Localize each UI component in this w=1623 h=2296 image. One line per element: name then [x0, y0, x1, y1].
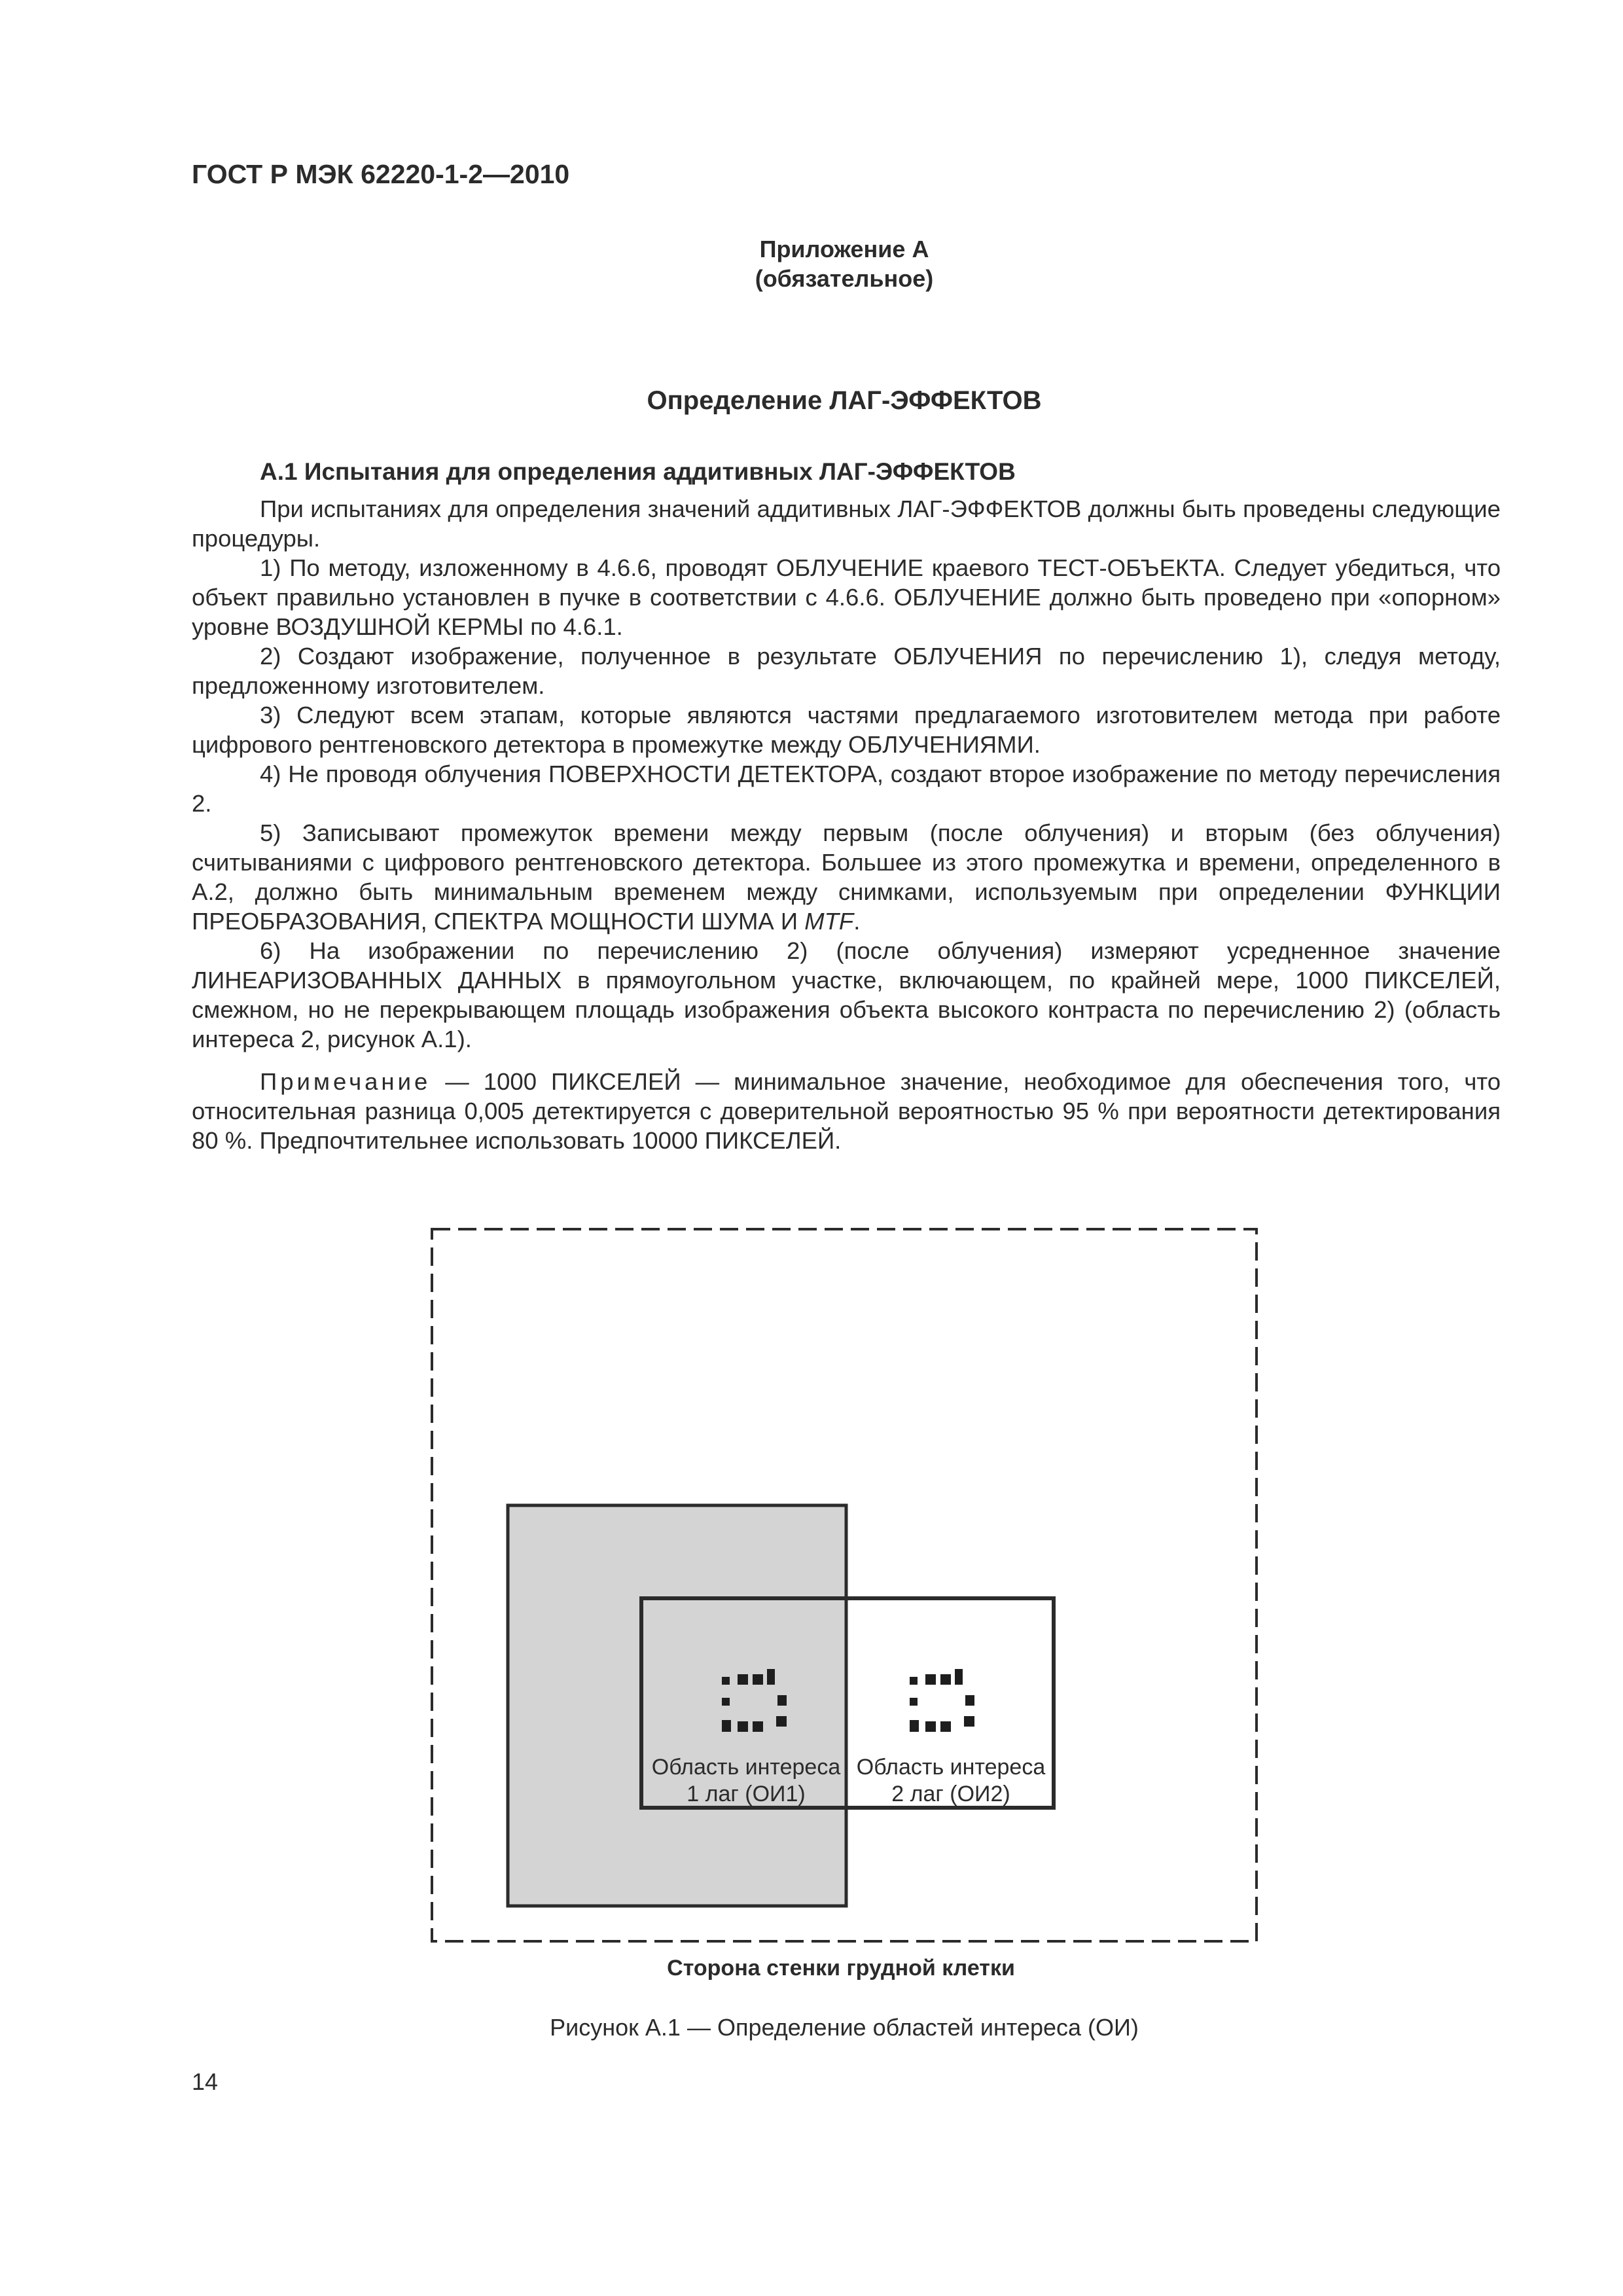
body-text: [192, 494, 1501, 1155]
appendix-title: Приложение А: [759, 236, 929, 262]
step-5-text: 5) Записывают промежуток времени между первым (после облучения) и вторым (без облучения) считываниями с цифрового рентгеновского детектора. Большее из этого промежутка и времени, определенного в А.2, должно быть минимальным временем между снимками, используемым при определении ФУНКЦИИ ПРЕОБРАЗОВАНИЯ, СПЕКТРА МОЩНОСТИ ШУМА И: [192, 819, 1501, 935]
step-6-paragraph: 6) На изображении по перечислению 2) (после облучения) измеряют усредненное значение ЛИНЕАРИЗОВАННЫХ ДАННЫХ в прямоугольном участке, включающем, по крайней мере, 1000 ПИКСЕЛЕЙ, смежном, но не перекрывающем площадь изображения объекта высокого контраста по перечислению 2) (область интереса 2, рисунок А.1).: [192, 937, 1501, 1052]
mtf-term: MTF: [804, 908, 854, 935]
roi-figure: [0, 1217, 1623, 2068]
figure-caption: Рисунок А.1 — Определение областей интереса (ОИ): [550, 2014, 1139, 2041]
page-number: 14: [192, 2068, 219, 2095]
step-4-paragraph: 4) Не проводя облучения ПОВЕРХНОСТИ ДЕТЕКТОРА, создают второе изображение по методу перечисления 2.: [192, 761, 1501, 817]
note-label: Примечание: [260, 1068, 431, 1095]
section-heading: А.1 Испытания для определения аддитивных ЛАГ-ЭФФЕКТОВ: [260, 458, 1016, 485]
intro-paragraph: При испытаниях для определения значений аддитивных ЛАГ-ЭФФЕКТОВ должны быть проведены следующие процедуры.: [192, 495, 1501, 552]
step-3-paragraph: 3) Следуют всем этапам, которые являются частями предлагаемого изготовителем метода при работе цифрового рентгеновского детектора в промежутке между ОБЛУЧЕНИЯМИ.: [192, 702, 1501, 758]
note-paragraph: [192, 1067, 1501, 1155]
roi2-label-line2: 2 лаг (ОИ2): [891, 1782, 1010, 1806]
roi1-label-line2: 1 лаг (ОИ1): [687, 1782, 806, 1806]
step-1-paragraph: 1) По методу, изложенному в 4.6.6, проводят ОБЛУЧЕНИЕ краевого ТЕСТ-ОБЪЕКТА. Следует убедиться, что объект правильно установлен в пучке в соответствии с 4.6.6. ОБЛУЧЕНИЕ должно быть проведено при «опорном» уровне ВОЗДУШНОЙ КЕРМЫ по 4.6.1.: [192, 554, 1501, 640]
roi1-label-line1: Область интереса: [651, 1755, 841, 1780]
document-header: ГОСТ Р МЭК 62220-1-2—2010: [192, 159, 570, 189]
main-heading: Определение ЛАГ-ЭФФЕКТОВ: [647, 386, 1042, 415]
high-contrast-object: [508, 1505, 846, 1906]
roi2-label-line1: Область интереса: [856, 1755, 1046, 1780]
chest-wall-label: Сторона стенки грудной клетки: [667, 1956, 1015, 1981]
step-5-paragraph: [192, 818, 1501, 936]
note-text: — 1000 ПИКСЕЛЕЙ — минимальное значение, необходимое для обеспечения того, что относительная разница 0,005 детектируется с доверительной вероятностью 95 % при вероятности детектирования 80 %. Предпочтительнее использовать 10000 ПИКСЕЛЕЙ.: [192, 1068, 1501, 1154]
step-5-end: .: [853, 908, 861, 935]
appendix-status: (обязательное): [755, 265, 934, 292]
step-2-paragraph: 2) Создают изображение, полученное в результате ОБЛУЧЕНИЯ по перечислению 1), следуя методу, предложенному изготовителем.: [192, 643, 1501, 699]
roi2-marker-icon: [910, 1669, 974, 1732]
